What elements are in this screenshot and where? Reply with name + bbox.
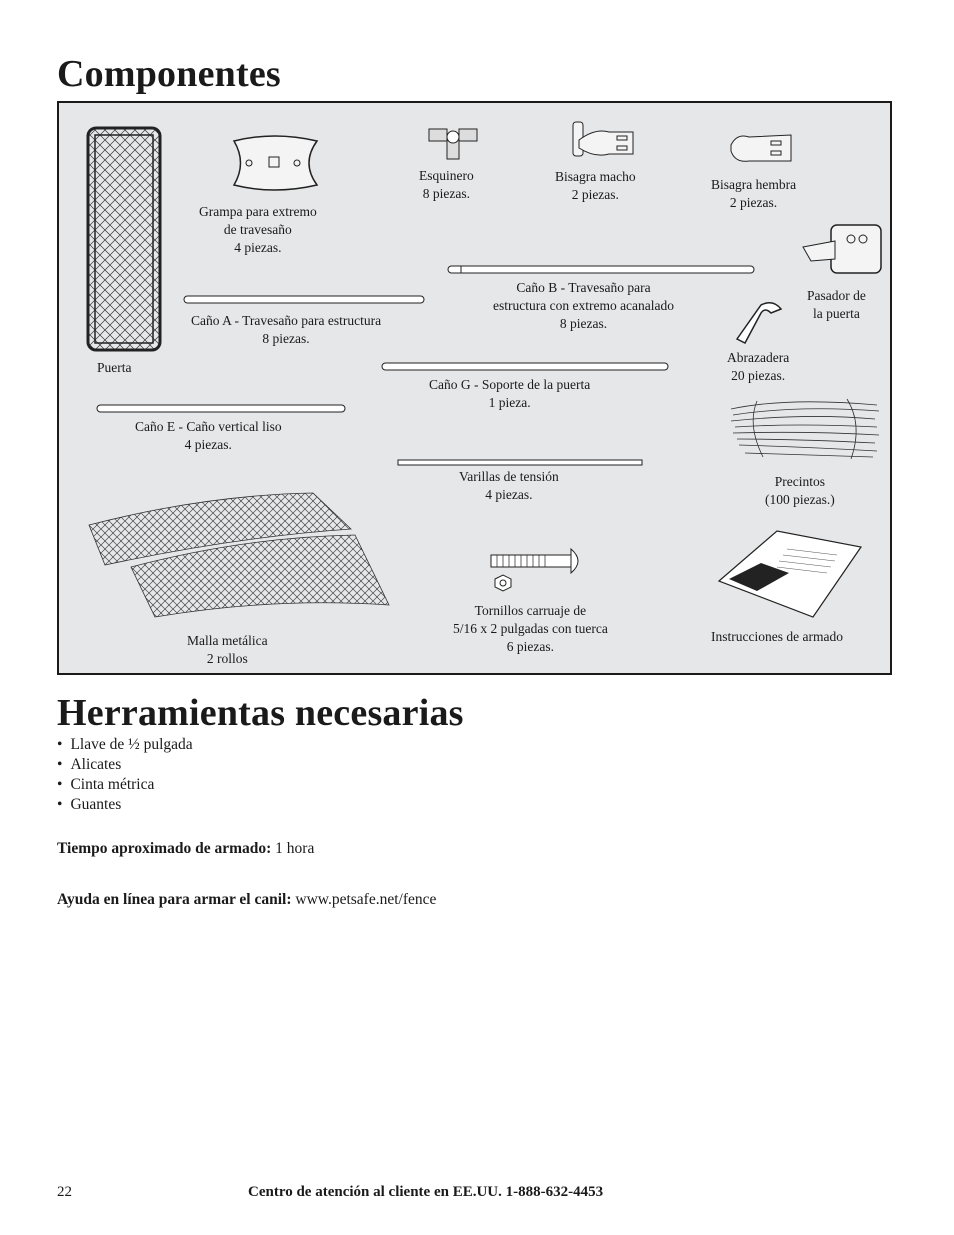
- online-help-label: Ayuda en línea para armar el canil:: [57, 891, 292, 908]
- corner-fitting-illustration: [425, 125, 485, 165]
- label-tornillos: Tornillos carruaje de 5/16 x 2 pulgadas con tuerca 6 piezas.: [453, 603, 608, 654]
- tools-heading: Herramientas necesarias: [57, 692, 464, 734]
- label-varillas: Varillas de tensión 4 piezas.: [459, 469, 559, 502]
- tools-list-item: • Cinta métrica: [57, 775, 193, 795]
- carriage-bolt-illustration: [489, 547, 589, 603]
- assembly-time-label: Tiempo aproximado de armado:: [57, 840, 272, 857]
- label-cano-b: Caño B - Travesaño para estructura con extremo acanalado 8 piezas.: [493, 280, 675, 331]
- rail-end-clamp-illustration: [229, 133, 324, 193]
- label-pasador: Pasador de la puerta: [807, 288, 866, 321]
- tools-list: [57, 735, 193, 815]
- components-heading: Componentes: [57, 53, 281, 95]
- online-help-url[interactable]: www.petsafe.net/fence: [295, 891, 437, 908]
- label-cano-g: Caño G - Soporte de la puerta 1 pieza.: [429, 377, 591, 410]
- label-abrazadera: Abrazadera 20 piezas.: [727, 350, 790, 383]
- customer-care-line: Centro de atención al cliente en EE.UU. 1-888-632-4453: [248, 1184, 604, 1200]
- label-bisagra-hembra: Bisagra hembra 2 piezas.: [711, 177, 797, 210]
- assembly-time-value: 1 hora: [275, 840, 315, 857]
- tools-list-item: • Llave de ½ pulgada: [57, 735, 193, 755]
- gate-latch-illustration: [801, 221, 887, 283]
- label-esquinero: Esquinero 8 piezas.: [419, 168, 474, 201]
- label-cano-e: Caño E - Caño vertical liso 4 piezas.: [135, 419, 282, 452]
- pipe-e-illustration: [96, 404, 348, 414]
- label-precintos: Precintos (100 piezas.): [765, 474, 835, 507]
- pipe-a-illustration: [183, 295, 425, 305]
- components-panel: [57, 101, 892, 675]
- tension-band-illustration: [731, 299, 791, 349]
- label-grampa: Grampa para extremo de travesaño 4 piezas.: [199, 204, 317, 255]
- bolt-size: 5/16 x 2 pulgadas con tuerca: [453, 621, 608, 636]
- tools-list-item: • Alicates: [57, 755, 193, 775]
- assembly-time: [57, 840, 314, 858]
- gate-illustration: [85, 125, 165, 355]
- mesh-rolls-illustration: [85, 485, 395, 625]
- page-number: 22: [57, 1184, 72, 1200]
- tools-list-item: • Guantes: [57, 795, 193, 815]
- pipe-b-illustration: [447, 265, 757, 275]
- label-bisagra-macho: Bisagra macho 2 piezas.: [555, 169, 636, 202]
- label-cano-a: Caño A - Travesaño para estructura 8 piezas.: [191, 313, 382, 346]
- female-hinge-illustration: [727, 131, 795, 166]
- label-instrucciones: Instrucciones de armado: [711, 629, 843, 644]
- ties-illustration: [727, 395, 887, 465]
- tension-bar-illustration: [397, 459, 645, 467]
- online-help: [57, 891, 436, 909]
- pipe-g-illustration: [381, 362, 671, 372]
- label-malla: Malla metálica 2 rollos: [187, 633, 268, 666]
- male-hinge-illustration: [565, 118, 637, 163]
- label-puerta: Puerta: [97, 360, 132, 375]
- manual-illustration: [717, 527, 863, 619]
